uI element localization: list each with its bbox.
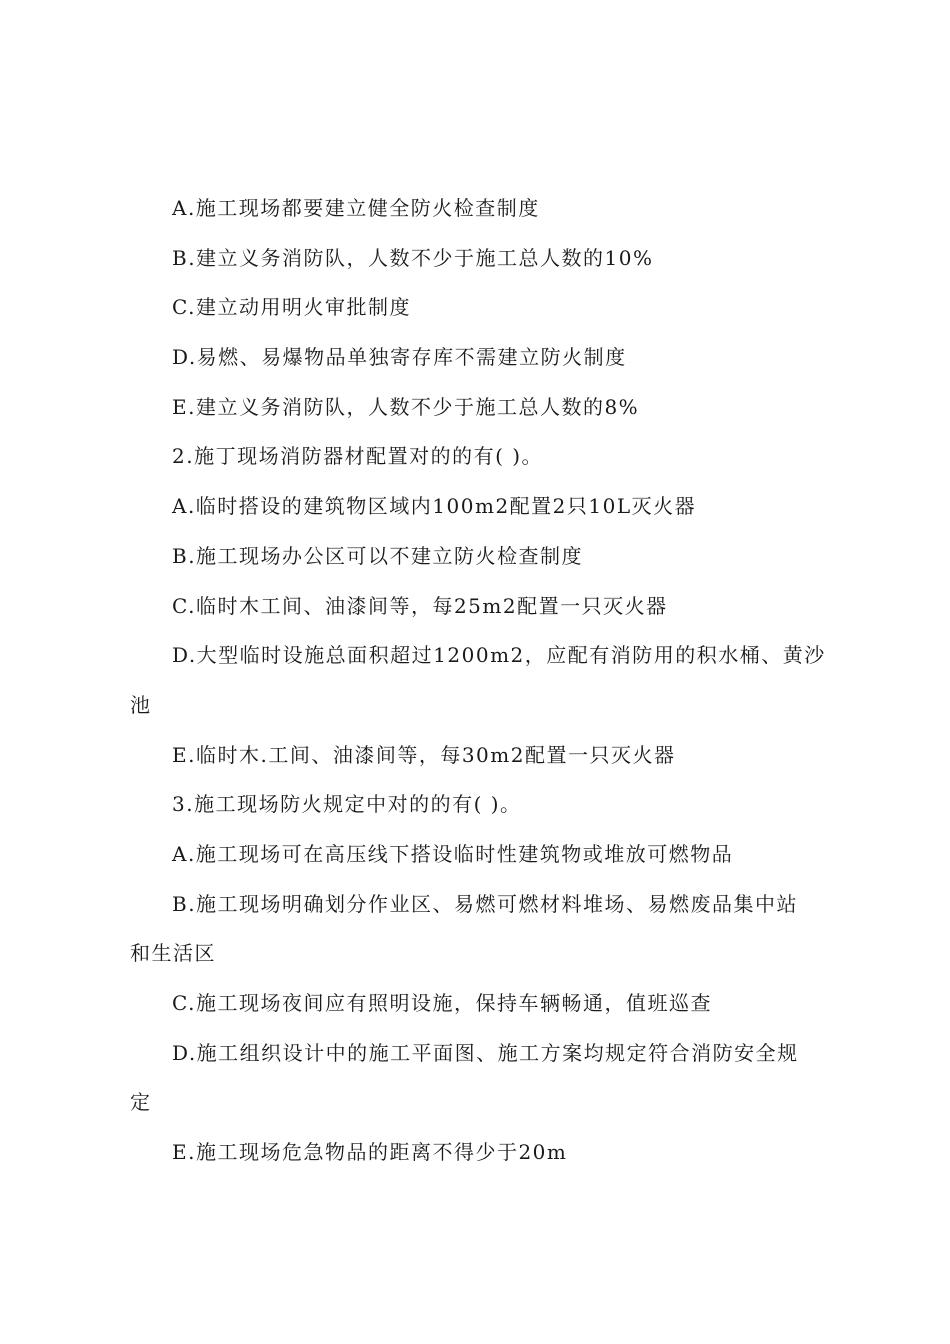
option-line: B.建立义务消防队，人数不少于施工总人数的10% bbox=[172, 245, 654, 270]
option-line: A.临时搭设的建筑物区域内100m2配置2只10L灭火器 bbox=[172, 494, 697, 519]
option-line: A.施工现场都要建立健全防火检查制度 bbox=[172, 196, 540, 220]
option-line: A.施工现场可在高压线下搭设临时性建筑物或堆放可燃物品 bbox=[172, 841, 734, 866]
option-line: E.临时木.工间、油漆间等，每30m2配置一只灭火器 bbox=[172, 742, 676, 767]
option-line: D.施工组织设计中的施工平面图、施工方案均规定符合消防安全规 bbox=[172, 1040, 799, 1065]
option-line: C.建立动用明火审批制度 bbox=[172, 295, 411, 320]
option-line: E.施工现场危急物品的距离不得少于20m bbox=[172, 1140, 568, 1165]
option-line: D.易燃、易爆物品单独寄存库不需建立防火制度 bbox=[172, 345, 627, 370]
option-line: D.大型临时设施总面积超过1200m2，应配有消防用的积水桶、黄沙 bbox=[172, 643, 826, 668]
option-line: C.施工现场夜间应有照明设施，保持车辆畅通，值班巡查 bbox=[172, 991, 712, 1015]
option-line: B.施工现场明确划分作业区、易燃可燃材料堆场、易燃废品集中站 bbox=[172, 891, 799, 916]
document-body bbox=[130, 184, 835, 1178]
option-continuation-line: 池 bbox=[130, 692, 152, 717]
option-line: B.施工现场办公区可以不建立防火检查制度 bbox=[172, 543, 584, 568]
option-line: E.建立义务消防队，人数不少于施工总人数的8% bbox=[172, 394, 640, 419]
option-continuation-line: 定 bbox=[130, 1090, 152, 1115]
option-continuation-line: 和生活区 bbox=[130, 941, 216, 966]
question-line: 2.施丁现场消防器材配置对的的有( )。 bbox=[172, 444, 544, 469]
option-line: C.临时木工间、油漆间等，每25m2配置一只灭火器 bbox=[172, 593, 668, 618]
question-line: 3.施工现场防火规定中对的的有( )。 bbox=[172, 792, 522, 817]
